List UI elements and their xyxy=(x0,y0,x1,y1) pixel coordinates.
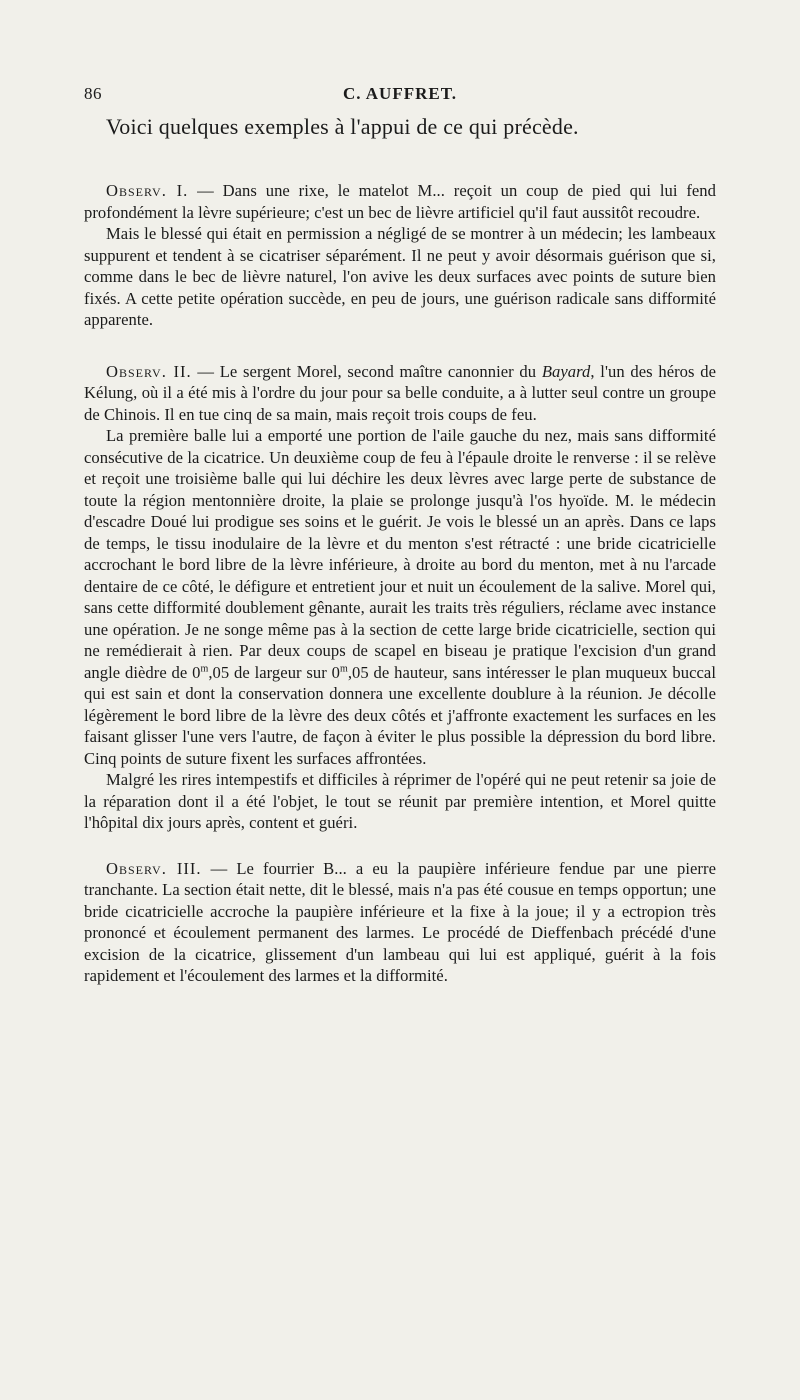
ship-name: Bayard xyxy=(541,361,591,381)
observation-label: Observ. III. xyxy=(106,858,202,878)
observation-1-paragraph-2: Mais le blessé qui était en permission a négligé de se montrer à un médecin; les lambeaux suppurent et tendent à se cicatriser séparément. Il ne peut y avoir désormais guérison que si, comme dans le bec de lièvre naturel, l'on avive les deux surfaces avec points de suture bien fixés. A cette petite opération succède, en peu de jours, une guérison radicale sans difformité apparente. xyxy=(84,224,716,329)
observation-2-paragraph-3: Malgré les rires intempestifs et difficiles à réprimer de l'opéré qui ne peut retenir sa joie de la réparation dont il a été l'objet, le tout se réunit par première intention, et Morel quitte l'hôpital dix jours après, content et guéri. xyxy=(84,770,716,832)
observation-text: — Dans une rixe, le matelot M... reçoit un coup de pied qui lui fend profondément la lèvre supérieure; c'est un bec de lièvre artificiel qu'il faut aussitôt recoudre. xyxy=(84,181,716,222)
unit-superscript: m xyxy=(200,662,209,674)
observation-text: La première balle lui a emporté une portion de l'aile gauche du nez, mais sans difformité consécutive de la cicatrice. Un deuxième coup de feu à l'épaule droite le renverse : il se relève et reçoit une troisième balle qui lui déchire les deux lèvres avec large perte de substance de toute la région mentonnière droite, la plaie se prolonge jusqu'à l'os hyoïde. M. le médecin d'escadre Doué lui prodigue ses soins et le guérit. Je vois le blessé un an après. Dans ce laps de temps, le tissu inodulaire de la lèvre et du menton s'est rétracté : une bride cicatricielle accrochant le bord libre de la lèvre inférieure, à droite au bord du menton, met à nu l'arcade dentaire de ce côté, le défigure et entretient jour et nuit un écoulement de la salive. Morel qui, sans cette difformité doublement gênante, aurait les traits très réguliers, réclame avec instance une opération. Je ne songe même pas à la section de cette large bride cicatricielle, section qui ne remédierait à rien. Par deux coups de scapel en biseau je pratique l'excision d'un grand angle dièdre de 0 xyxy=(84,426,716,682)
observation-label: Observ. II. xyxy=(106,361,192,381)
observation-text: — Le sergent Morel, second maître canonnier du xyxy=(197,361,537,381)
observation-3-paragraph-1 xyxy=(84,858,716,987)
observation-label: Observ. I. xyxy=(106,181,189,200)
observation-text: ,05 de largeur sur 0 xyxy=(208,662,340,682)
running-head: C. AUFFRET. xyxy=(342,84,458,103)
observation-2-paragraph-1 xyxy=(84,361,716,426)
observation-2-paragraph-2 xyxy=(84,425,716,769)
book-page xyxy=(84,80,716,987)
observation-1-paragraph-1 xyxy=(84,180,716,223)
observation-text: — Le fourrier B... a eu la paupière inférieure fendue par une pierre tranchante. La section était nette, dit le blessé, mais n'a pas été cousue en temps opportun; une bride cicatricielle accroche la paupière inférieure et la fixe à la joue; il y a ectropion très prononcé et écoulement permanent des larmes. Le procédé de Dieffenbach précédé d'une excision de la cicatrice, glissement d'un lambeau qui lui est appliqué, guérit à la fois rapidement et l'écoulement des larmes et la difformité. xyxy=(84,858,716,985)
observation-1 xyxy=(84,180,716,331)
unit-superscript: m xyxy=(340,662,348,674)
observation-3 xyxy=(84,858,716,987)
page-header xyxy=(84,80,716,106)
observation-text: , l'un des héros de Kélung, où il a été mis à l'ordre du jour pour sa belle conduite, a à lutter seul contre un groupe de Chinois. Il en tue cinq de sa main, mais reçoit trois coups de feu. xyxy=(84,361,716,424)
page-number: 86 xyxy=(84,84,102,103)
section-title: Voici quelques exemples à l'appui de ce qui précède. xyxy=(106,114,579,139)
observation-2 xyxy=(84,361,716,834)
observation-text: ,05 de hauteur, sans intéresser le plan muqueux buccal qui est sain et dont la conservation donnera une excellente doublure à la réunion. Je décolle légèrement le bord libre de la lèvre des deux côtés et j'affronte exactement les surfaces en les faisant glisser l'une vers l'autre, de façon à éviter le plus possible la dépression du bord libre. Cinq points de suture fixent les surfaces affrontées. xyxy=(84,662,716,768)
